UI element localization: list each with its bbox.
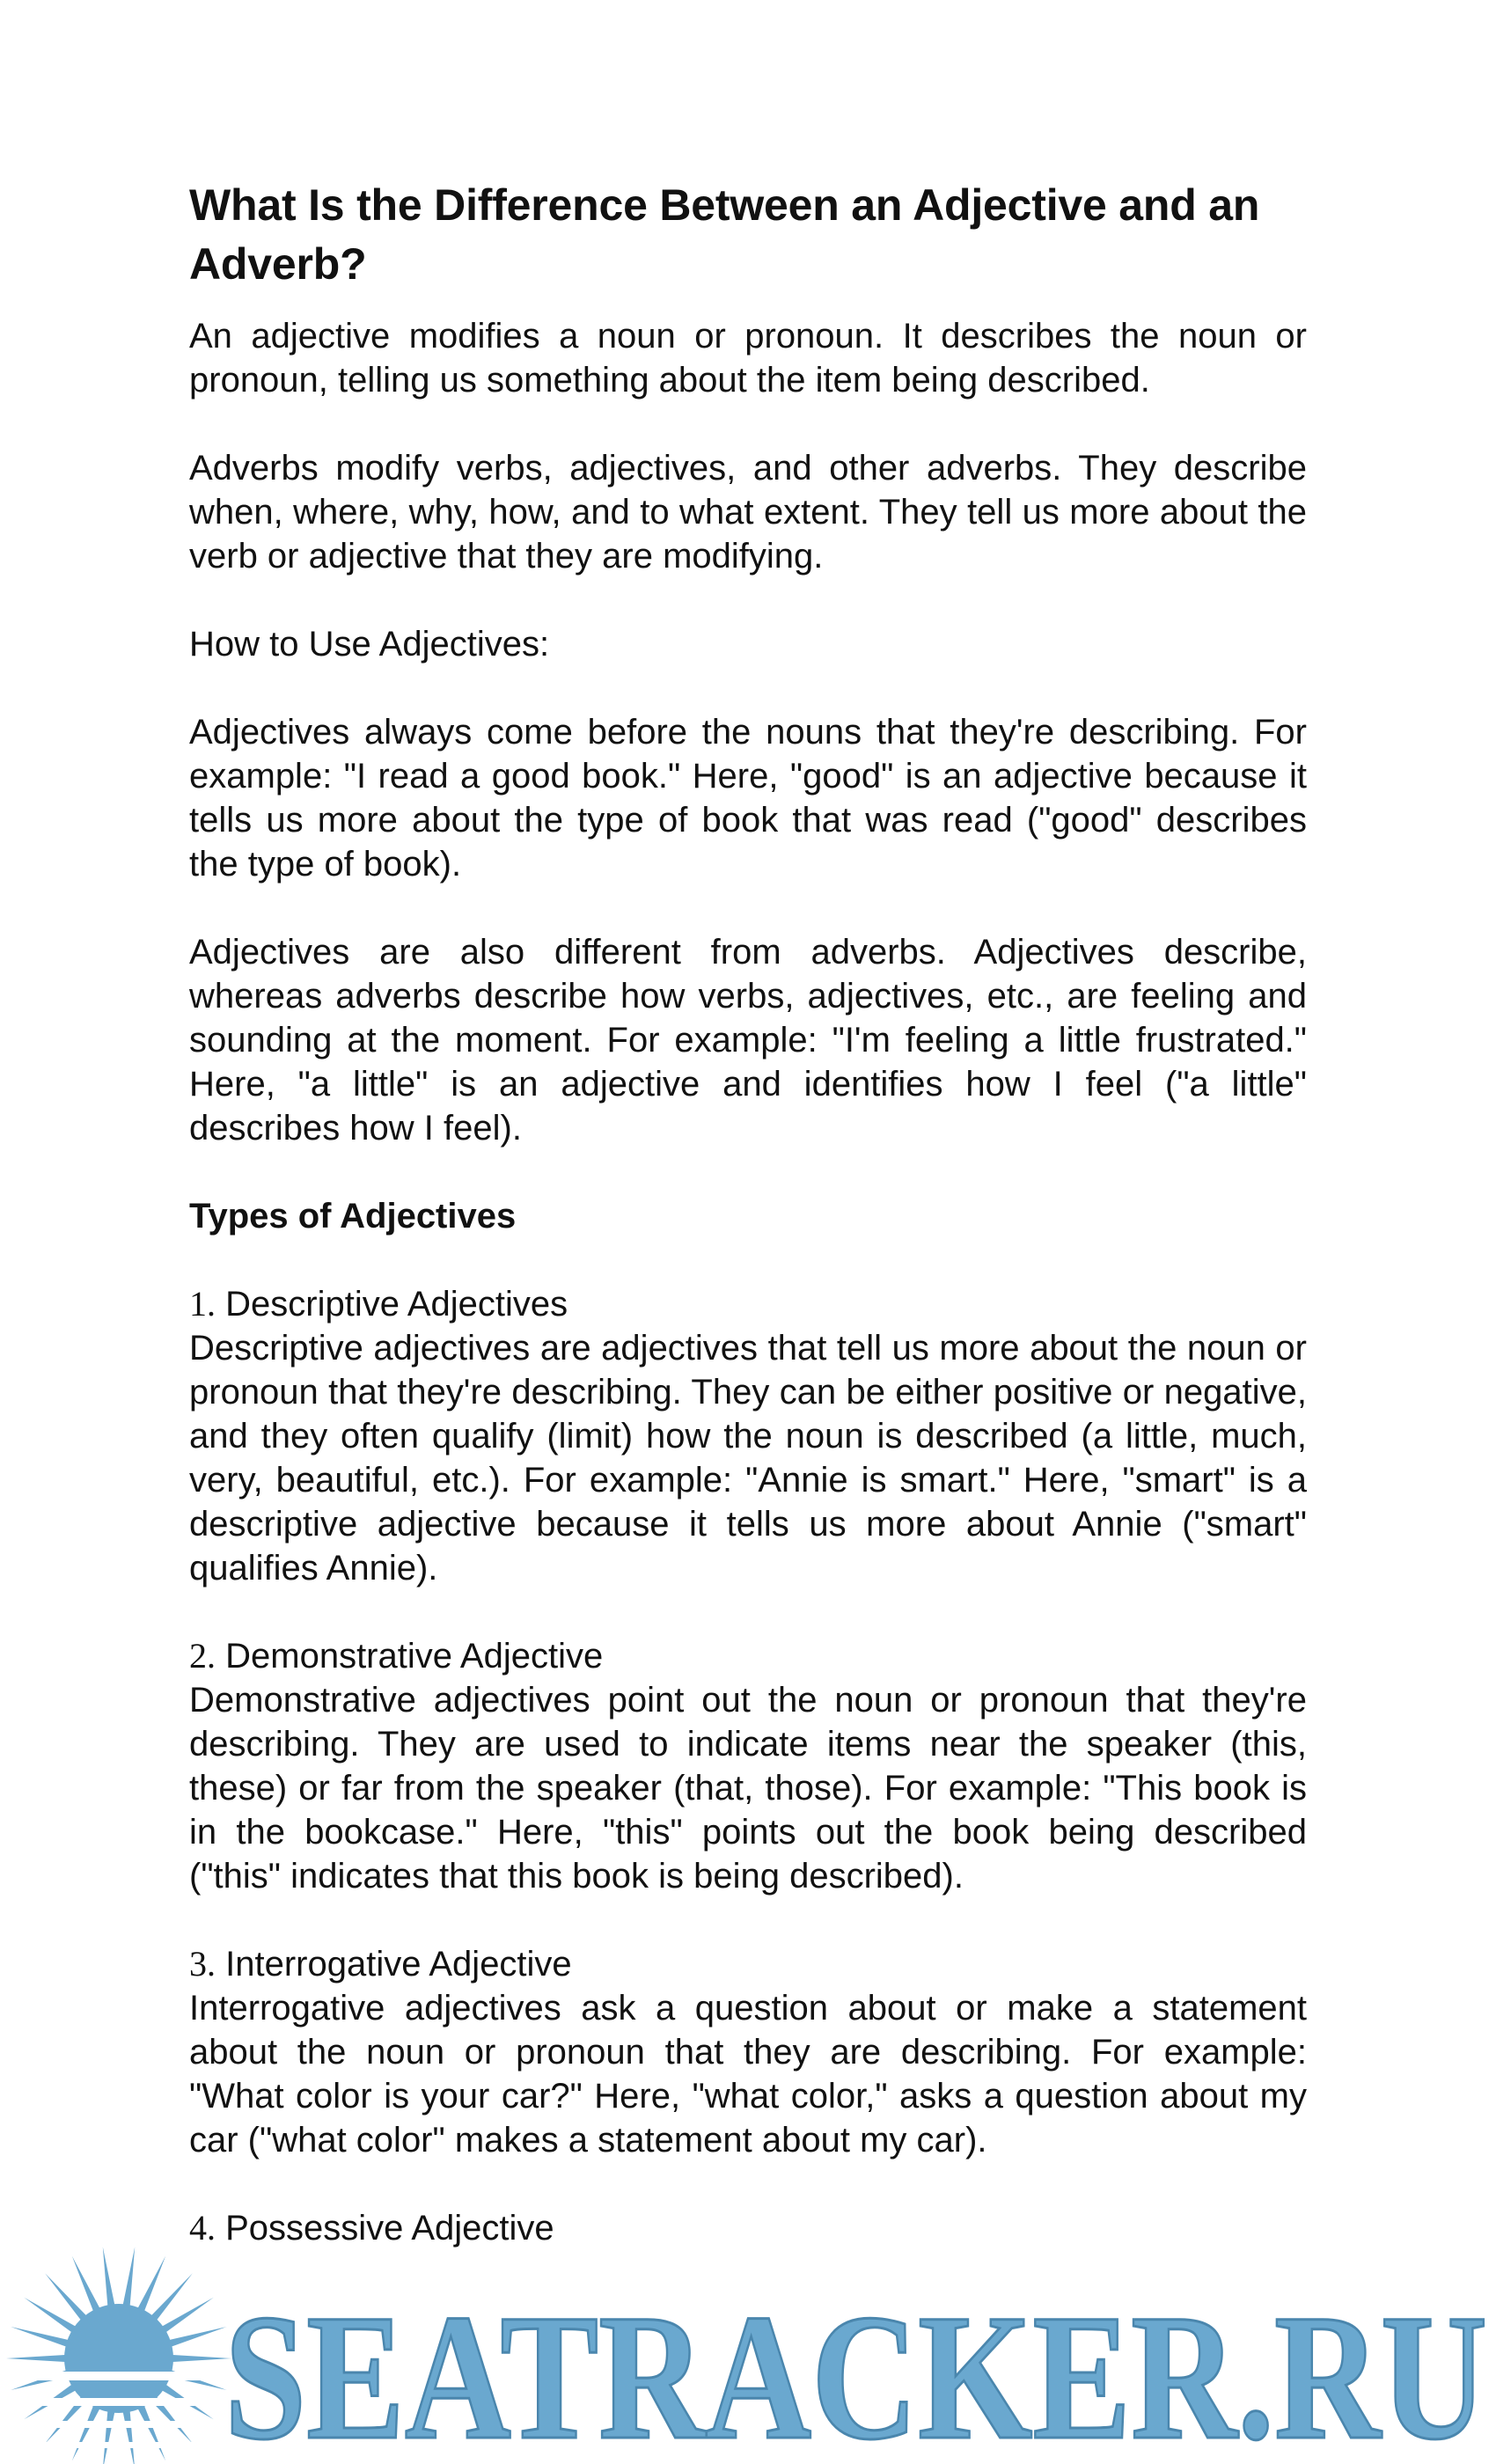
type-item-title bbox=[189, 1634, 1307, 1678]
type-item-body: Interrogative adjectives ask a question about or make a statement about the noun or pronoun that they are describing. For example: "What color is your car?" Here, "what color," asks a question about my car ("what color" makes a statement about my car). bbox=[189, 1989, 1307, 2160]
how-to-label: How to Use Adjectives: bbox=[189, 625, 550, 664]
wave-gap bbox=[0, 2442, 255, 2448]
sun-ray bbox=[6, 2355, 70, 2363]
sun-ray bbox=[103, 2406, 116, 2464]
type-item-body: Descriptive adjectives are adjectives that tell us more about the noun or pronoun that they're describing. They can be either positive or negative, and they often qualify (limit) how the noun is described (a little, much, very, beautiful, etc.). For example: "Annie is smart." Here, "smart" is a descriptive adjective because it tells us more about Annie ("smart" qualifies Annie). bbox=[189, 1329, 1307, 1588]
intro-paragraph-adverb: Adverbs modify verbs, adjectives, and other adverbs. They describe when, where, why, how, and to what extent. They tell us more about the verb or adjective that they are modifying. bbox=[189, 449, 1307, 576]
document-page bbox=[189, 176, 1307, 2294]
wave-gap bbox=[0, 2421, 255, 2428]
type-item-name: Interrogative Adjective bbox=[225, 1945, 572, 1984]
type-item-name: Demonstrative Adjective bbox=[225, 1637, 604, 1676]
wave-gap bbox=[0, 2372, 255, 2380]
type-item-number: 1. bbox=[189, 1284, 216, 1324]
intro-paragraph-adjective: An adjective modifies a noun or pronoun. It describes the noun or pronoun, telling us something about the item being described. bbox=[189, 317, 1307, 400]
type-item-number: 3. bbox=[189, 1944, 216, 1984]
type-item-descriptive bbox=[189, 1282, 1307, 1590]
watermark-logo: SEATRACKER.RU bbox=[224, 2277, 1487, 2464]
type-item-number: 2. bbox=[189, 1636, 216, 1676]
watermark-graphic bbox=[0, 2240, 1496, 2464]
sun-ray bbox=[164, 2327, 226, 2349]
sun-ray bbox=[103, 2247, 116, 2311]
type-item-number: 4. bbox=[189, 2208, 216, 2248]
type-item-title bbox=[189, 1282, 1307, 1326]
type-item-name: Descriptive Adjectives bbox=[225, 1285, 568, 1324]
sun-wave-icon bbox=[0, 2247, 255, 2464]
watermark-banner bbox=[0, 2240, 1496, 2464]
type-item-body: Demonstrative adjectives point out the noun or pronoun that they're describing. They are used to indicate items near the speaker (this, these) or far from the speaker (that, those). For example: "This book is in the bookcase." Here, "this" points out the book being described ("this" indicates that this book is being described). bbox=[189, 1681, 1307, 1896]
how-to-paragraph: Adjectives are also different from adverbs. Adjectives describe, whereas adverbs describe how verbs, adjectives, etc., are feeling and sounding at the moment. For example: "I'm feeling a little frustrated." Here, "a little" is an adjective and identifies how I feel ("a little" describes how I feel). bbox=[189, 933, 1307, 1148]
sun-ray bbox=[121, 2247, 135, 2311]
sun-ray bbox=[121, 2406, 135, 2464]
how-to-paragraph: Adjectives always come before the nouns that they're describing. For example: "I read a good book." Here, "good" is an adjective because it tells us more about the type of book that was read ("good" describes the type of book). bbox=[189, 713, 1307, 884]
sun-core bbox=[64, 2304, 173, 2413]
type-item-interrogative bbox=[189, 1942, 1307, 2162]
wave-gap bbox=[0, 2398, 255, 2406]
type-item-title bbox=[189, 1942, 1307, 1986]
sun-ray bbox=[11, 2327, 73, 2349]
types-heading: Types of Adjectives bbox=[189, 1197, 517, 1236]
page-title: What Is the Difference Between an Adjective and an Adverb? bbox=[189, 180, 1260, 289]
type-item-name: Possessive Adjective bbox=[225, 2209, 554, 2248]
sun-ray bbox=[167, 2355, 231, 2363]
type-item-demonstrative bbox=[189, 1634, 1307, 1898]
